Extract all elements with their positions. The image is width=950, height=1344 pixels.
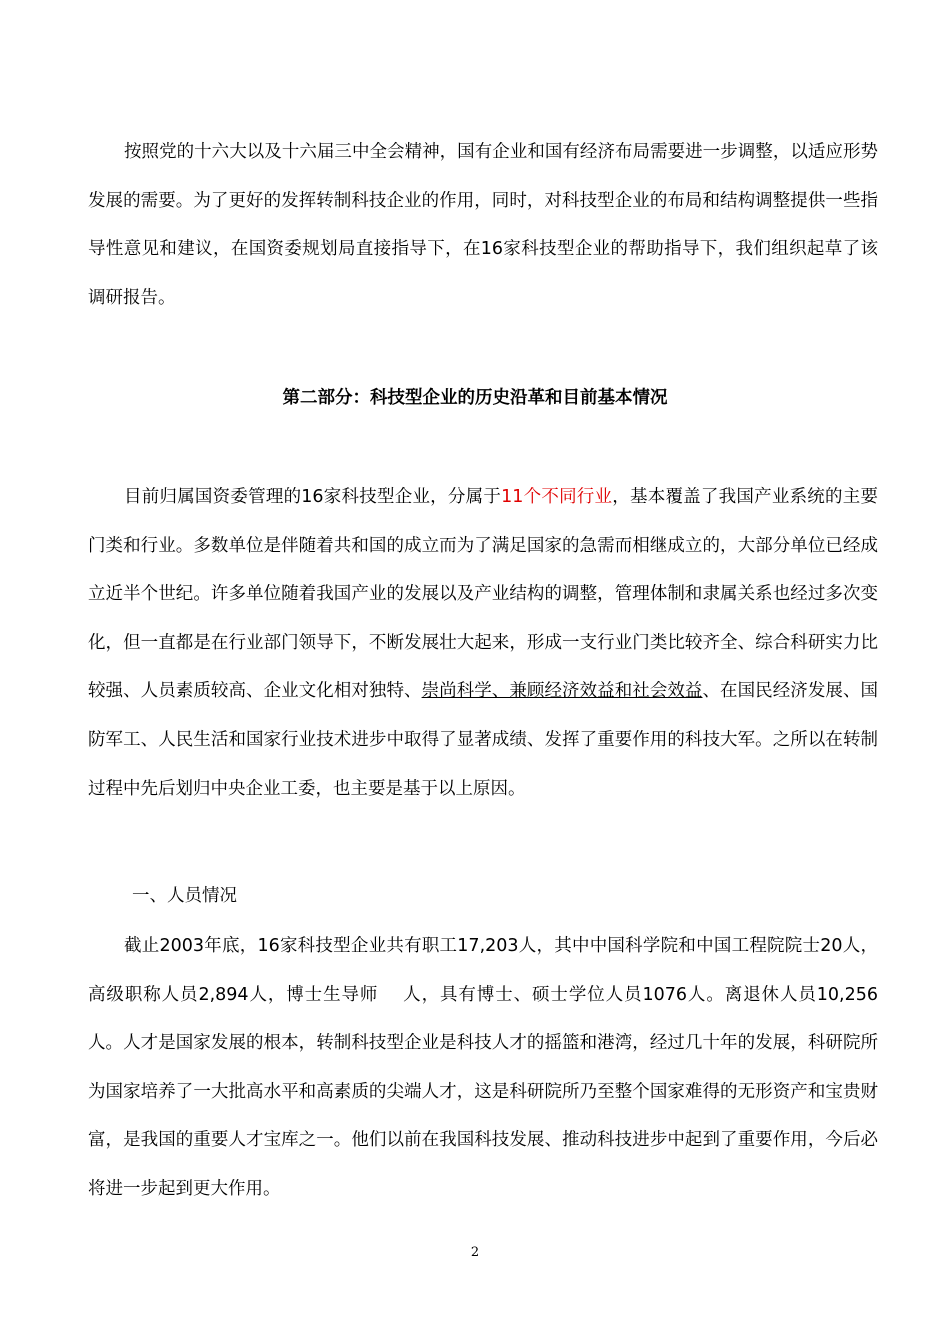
underlined-phrase: 崇尚科学、兼顾经济效益和社会效益 — [421, 681, 703, 702]
history-paragraph — [88, 473, 878, 813]
page-number: 2 — [470, 1245, 480, 1260]
industry-count-highlight: 11个不同行业 — [501, 487, 613, 507]
section-heading: 第二部分：科技型企业的历史沿革和目前基本情况 — [282, 388, 668, 408]
history-text-1: 目前归属国资委管理的16家科技型企业，分属于 — [124, 487, 502, 507]
history-text-3: 、在国民经济发展、国防军工、人民生活和国家行业技术进步中取得了显著成绩、发挥了重要作用的科技大军。之所以在转制过程中先后划归中央企业工委，也主要是基于以上原因。 — [88, 681, 879, 799]
personnel-paragraph: 截止2003年底，16家科技型企业共有职工17,203人，其中中国科学院和中国工程院院士20人，高级职称人员2,894人，博士生导师 人，具有博士、硕士学位人员1076人。离退休人员10,256人。人才是国家发展的根本，转制科技型企业是科技人才的摇篮和港湾，经过几十年的发展，科研院所为国家培养了一大批高水平和高素质的尖端人才，这是科研院所乃至整个国家难得的无形资产和宝贵财富，是我国的重要人才宝库之一。他们以前在我国科技发展、推动科技进步中起到了重要作用，今后必将进一步起到更大作用。 — [88, 936, 878, 1199]
intro-paragraph: 按照党的十六大以及十六届三中全会精神，国有企业和国有经济布局需要进一步调整，以适应形势发展的需要。为了更好的发挥转制科技企业的作用，同时，对科技型企业的布局和结构调整提供一些指导性意见和建议，在国资委规划局直接指导下，在16家科技型企业的帮助指导下，我们组织起草了该调研报告。 — [88, 142, 878, 308]
history-text-2: ，基本覆盖了我国产业系统的主要门类和行业。多数单位是伴随着共和国的成立而为了满足国家的急需而相继成立的，大部分单位已经成立近半个世纪。许多单位随着我国产业的发展以及产业结构的调整，管理体制和隶属关系也经过多次变化，但一直都是在行业部门领导下，不断发展壮大起来，形成一支行业门类比较齐全、综合科研实力比较强、人员素质较高、企业文化相对独特、 — [88, 487, 878, 702]
subheading-personnel: 一、人员情况 — [132, 886, 237, 906]
